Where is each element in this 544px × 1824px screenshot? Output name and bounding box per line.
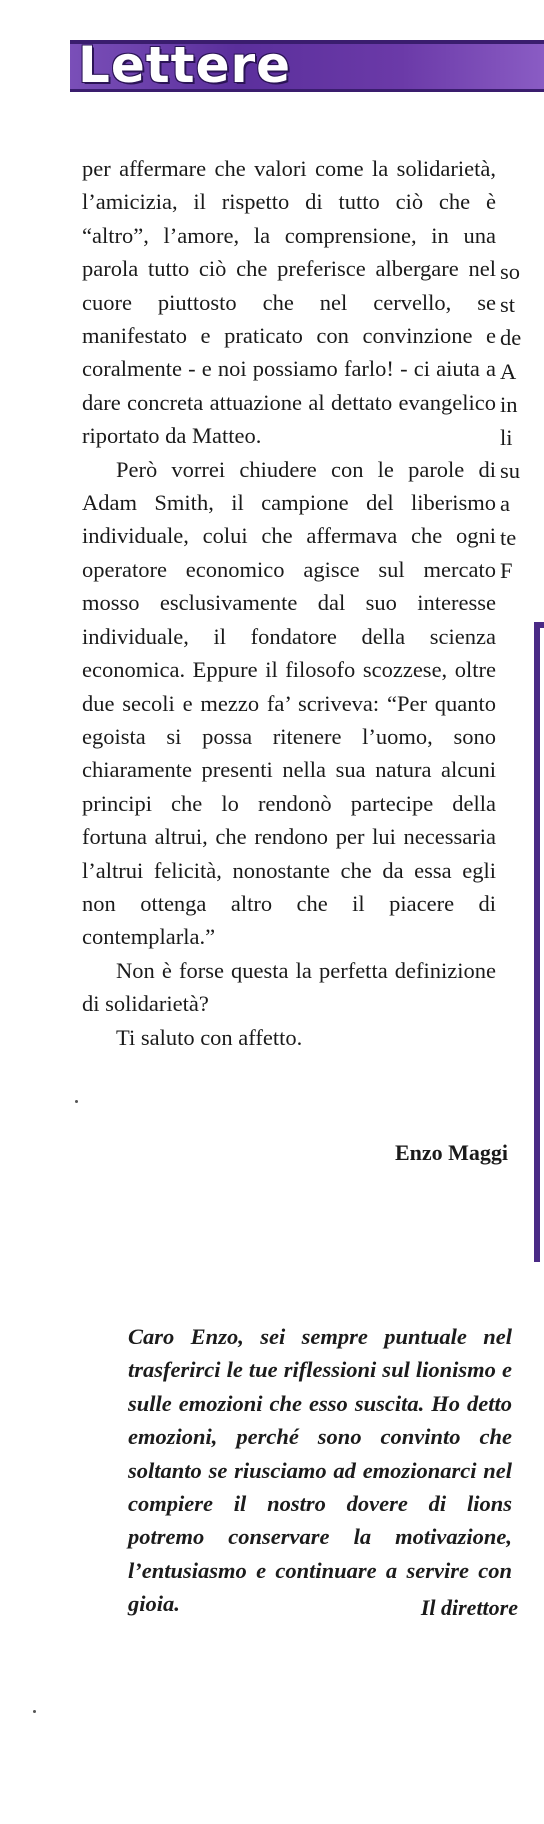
print-speck: [75, 1100, 78, 1103]
print-speck: [33, 1710, 36, 1713]
fragment-line: te: [500, 524, 517, 550]
fragment-line: su: [500, 458, 521, 484]
letter-paragraph: Non è forse questa la perfetta definizione di solidarietà?: [82, 957, 496, 1017]
fragment-line: so: [500, 259, 521, 284]
adjacent-box-border: [534, 622, 544, 1262]
section-title: Lettere: [78, 36, 292, 94]
letter-signature: Enzo Maggi: [394, 1140, 508, 1165]
fragment-line: st: [500, 292, 516, 318]
letter-paragraph: Però vorrei chiudere con le parole di Adam Smith, il campione del liberismo individuale, colui che affermava che ogni operatore economico agisce sul mercato mosso esclusivamente dal suo interesse individuale, il fondatore della scienza economica. Eppure il filosofo scozzese, oltre due secoli e mezzo fa’ scriveva: “Per quanto egoista si possa ritenere l’uomo, sono chiaramente presenti nella sua natura alcuni principi che lo rendonò partecipe della fortuna altrui, che rendono per lui necessaria l’altrui felicità, nonostante che da essa egli non ottenga altro che il piacere di contemplarla.”: [82, 456, 496, 950]
fragment-line: A: [500, 358, 517, 384]
fragment-line: a: [500, 491, 510, 517]
adjacent-column-fragment: [500, 255, 544, 587]
editor-reply: Caro Enzo, sei sempre puntuale nel trasferirci le tue riflessioni sul lionismo e sulle emozioni che esso suscita. Ho detto emozioni, perché sono convinto che soltanto se riusciamo ad emozionarci nel compiere il nostro dovere di lions potremo conservare la motivazione, l’entusiasmo e continuare a servire con gioia.: [128, 1324, 512, 1617]
fragment-line: in: [500, 391, 518, 417]
letter-paragraph: per affermare che valori come la solidarietà, l’amicizia, il rispetto di tutto ciò che è “altro”, l’amore, la comprensione, in una parola tutto ciò che preferisce albergare nel cuore piuttosto che nel cervello, se manifestato e praticato con convinzione e coralmente - e noi possiamo farlo! - ci aiuta a dare concreta attuazione al dettato evangelico riportato da Matteo.: [82, 156, 496, 449]
letter-paragraph: Ti saluto con affetto.: [116, 1024, 303, 1050]
letter-body: [82, 152, 496, 1054]
fragment-line: de: [500, 325, 522, 351]
fragment-line: F: [500, 557, 513, 583]
fragment-line: li: [500, 424, 513, 450]
editor-signature: Il direttore: [420, 1595, 518, 1620]
